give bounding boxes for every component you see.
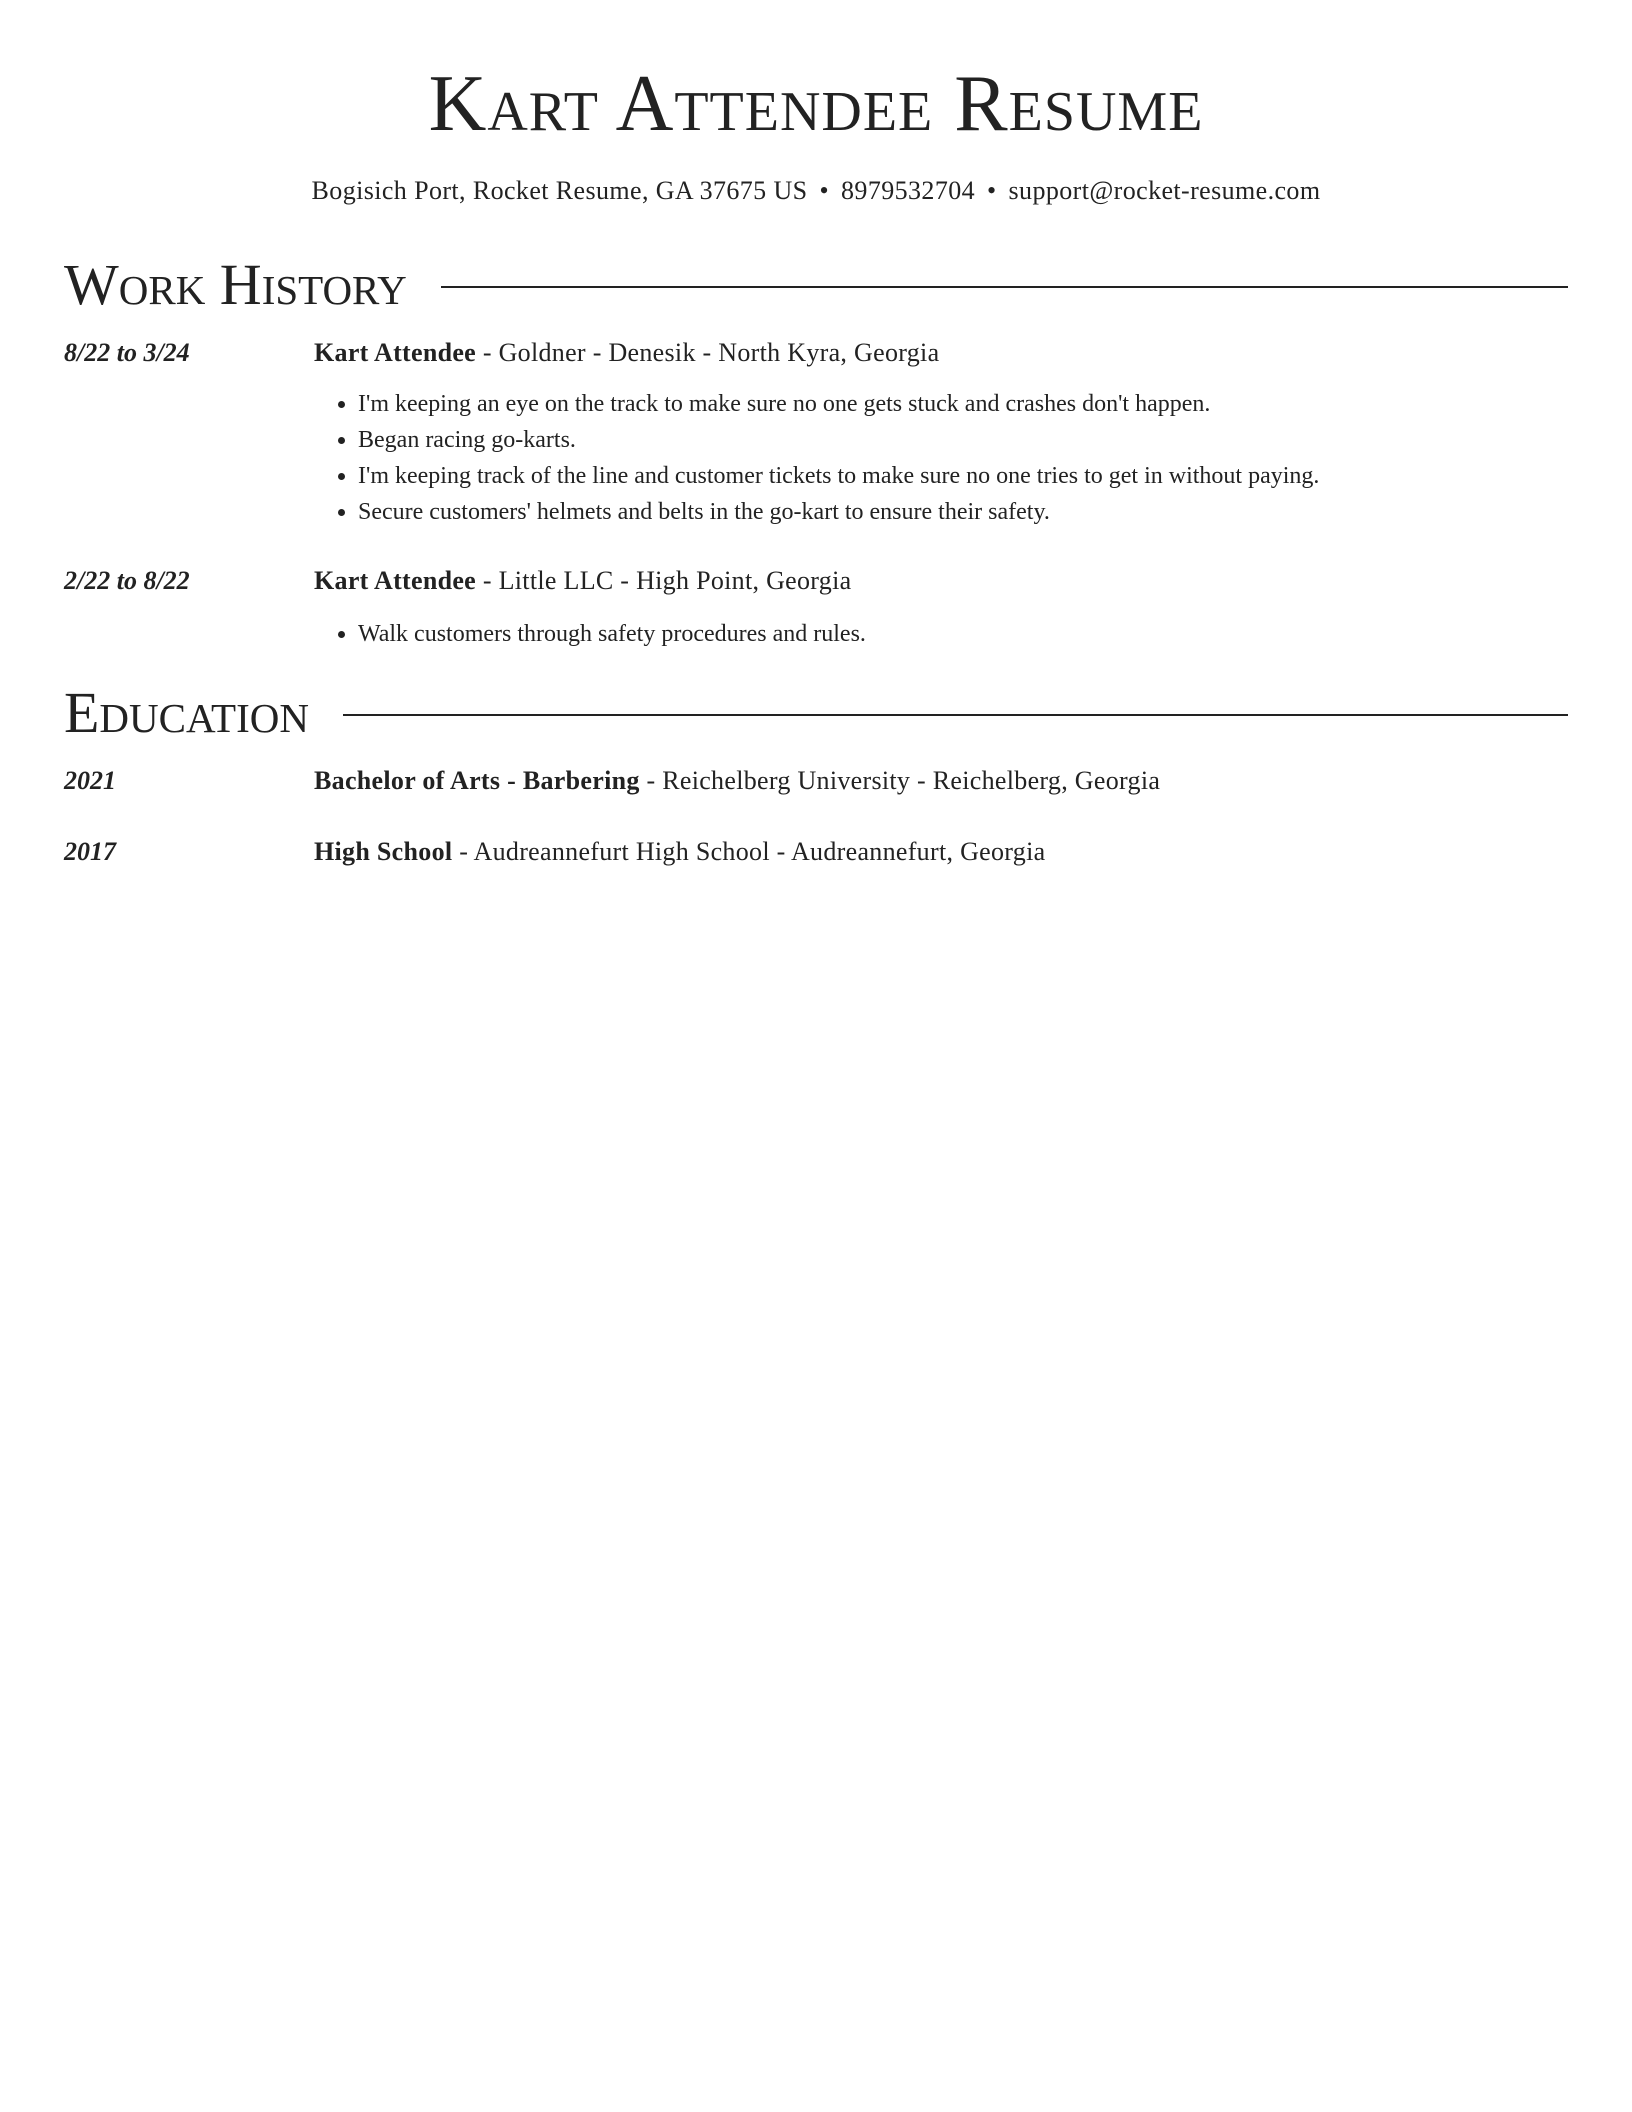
job-entry bbox=[64, 564, 1568, 654]
work-history-heading bbox=[64, 250, 1568, 320]
job-employer: - Little LLC - High Point, Georgia bbox=[476, 566, 852, 595]
job-bullet: • I'm keeping an eye on the track to make sure no one gets stuck and crashes don't happen. bbox=[358, 386, 1568, 422]
job-title-line bbox=[314, 564, 1568, 598]
job-bullets bbox=[314, 386, 1568, 530]
contact-separator: • bbox=[987, 176, 997, 205]
education-line bbox=[314, 835, 1568, 869]
job-title: Kart Attendee bbox=[314, 338, 477, 367]
job-title: Kart Attendee bbox=[314, 566, 477, 595]
education-school: - Reichelberg University - Reichelberg, Georgia bbox=[639, 766, 1161, 795]
job-title-line bbox=[314, 336, 1568, 370]
education-degree: Bachelor of Arts - Barbering bbox=[314, 766, 640, 795]
education-line bbox=[314, 764, 1568, 798]
job-bullet: • I'm keeping track of the line and customer tickets to make sure no one tries to get in without paying. bbox=[358, 458, 1568, 494]
job-dates: 8/22 to 3/24 bbox=[64, 338, 190, 367]
job-employer: - Goldner - Denesik - North Kyra, Georgia bbox=[476, 338, 940, 367]
education-school: - Audreannefurt High School - Audreannefurt, Georgia bbox=[452, 837, 1046, 866]
section-divider bbox=[441, 286, 1568, 288]
job-entry bbox=[64, 336, 1568, 536]
education-degree: High School bbox=[314, 837, 453, 866]
contact-line bbox=[0, 174, 1632, 208]
contact-email: support@rocket-resume.com bbox=[1008, 176, 1321, 205]
section-divider bbox=[343, 714, 1568, 716]
education-entry bbox=[64, 835, 1568, 875]
contact-separator: • bbox=[819, 176, 830, 205]
work-history-title: Work History bbox=[64, 252, 407, 317]
resume-title: Kart Attendee Resume bbox=[428, 60, 1204, 148]
job-dates: 2/22 to 8/22 bbox=[64, 566, 190, 595]
contact-phone: 8979532704 bbox=[841, 176, 976, 205]
job-bullet: • Began racing go-karts. bbox=[358, 422, 1568, 458]
contact-address: Bogisich Port, Rocket Resume, GA 37675 US bbox=[311, 176, 808, 205]
job-bullet: • Walk customers through safety procedures and rules. bbox=[358, 616, 1568, 652]
education-year: 2021 bbox=[64, 766, 116, 795]
education-entry bbox=[64, 764, 1568, 804]
education-year: 2017 bbox=[64, 837, 116, 866]
education-heading bbox=[64, 678, 1568, 748]
job-bullet: • Secure customers' helmets and belts in the go-kart to ensure their safety. bbox=[358, 494, 1568, 530]
education-title: Education bbox=[64, 680, 309, 745]
job-bullets bbox=[314, 616, 1568, 652]
